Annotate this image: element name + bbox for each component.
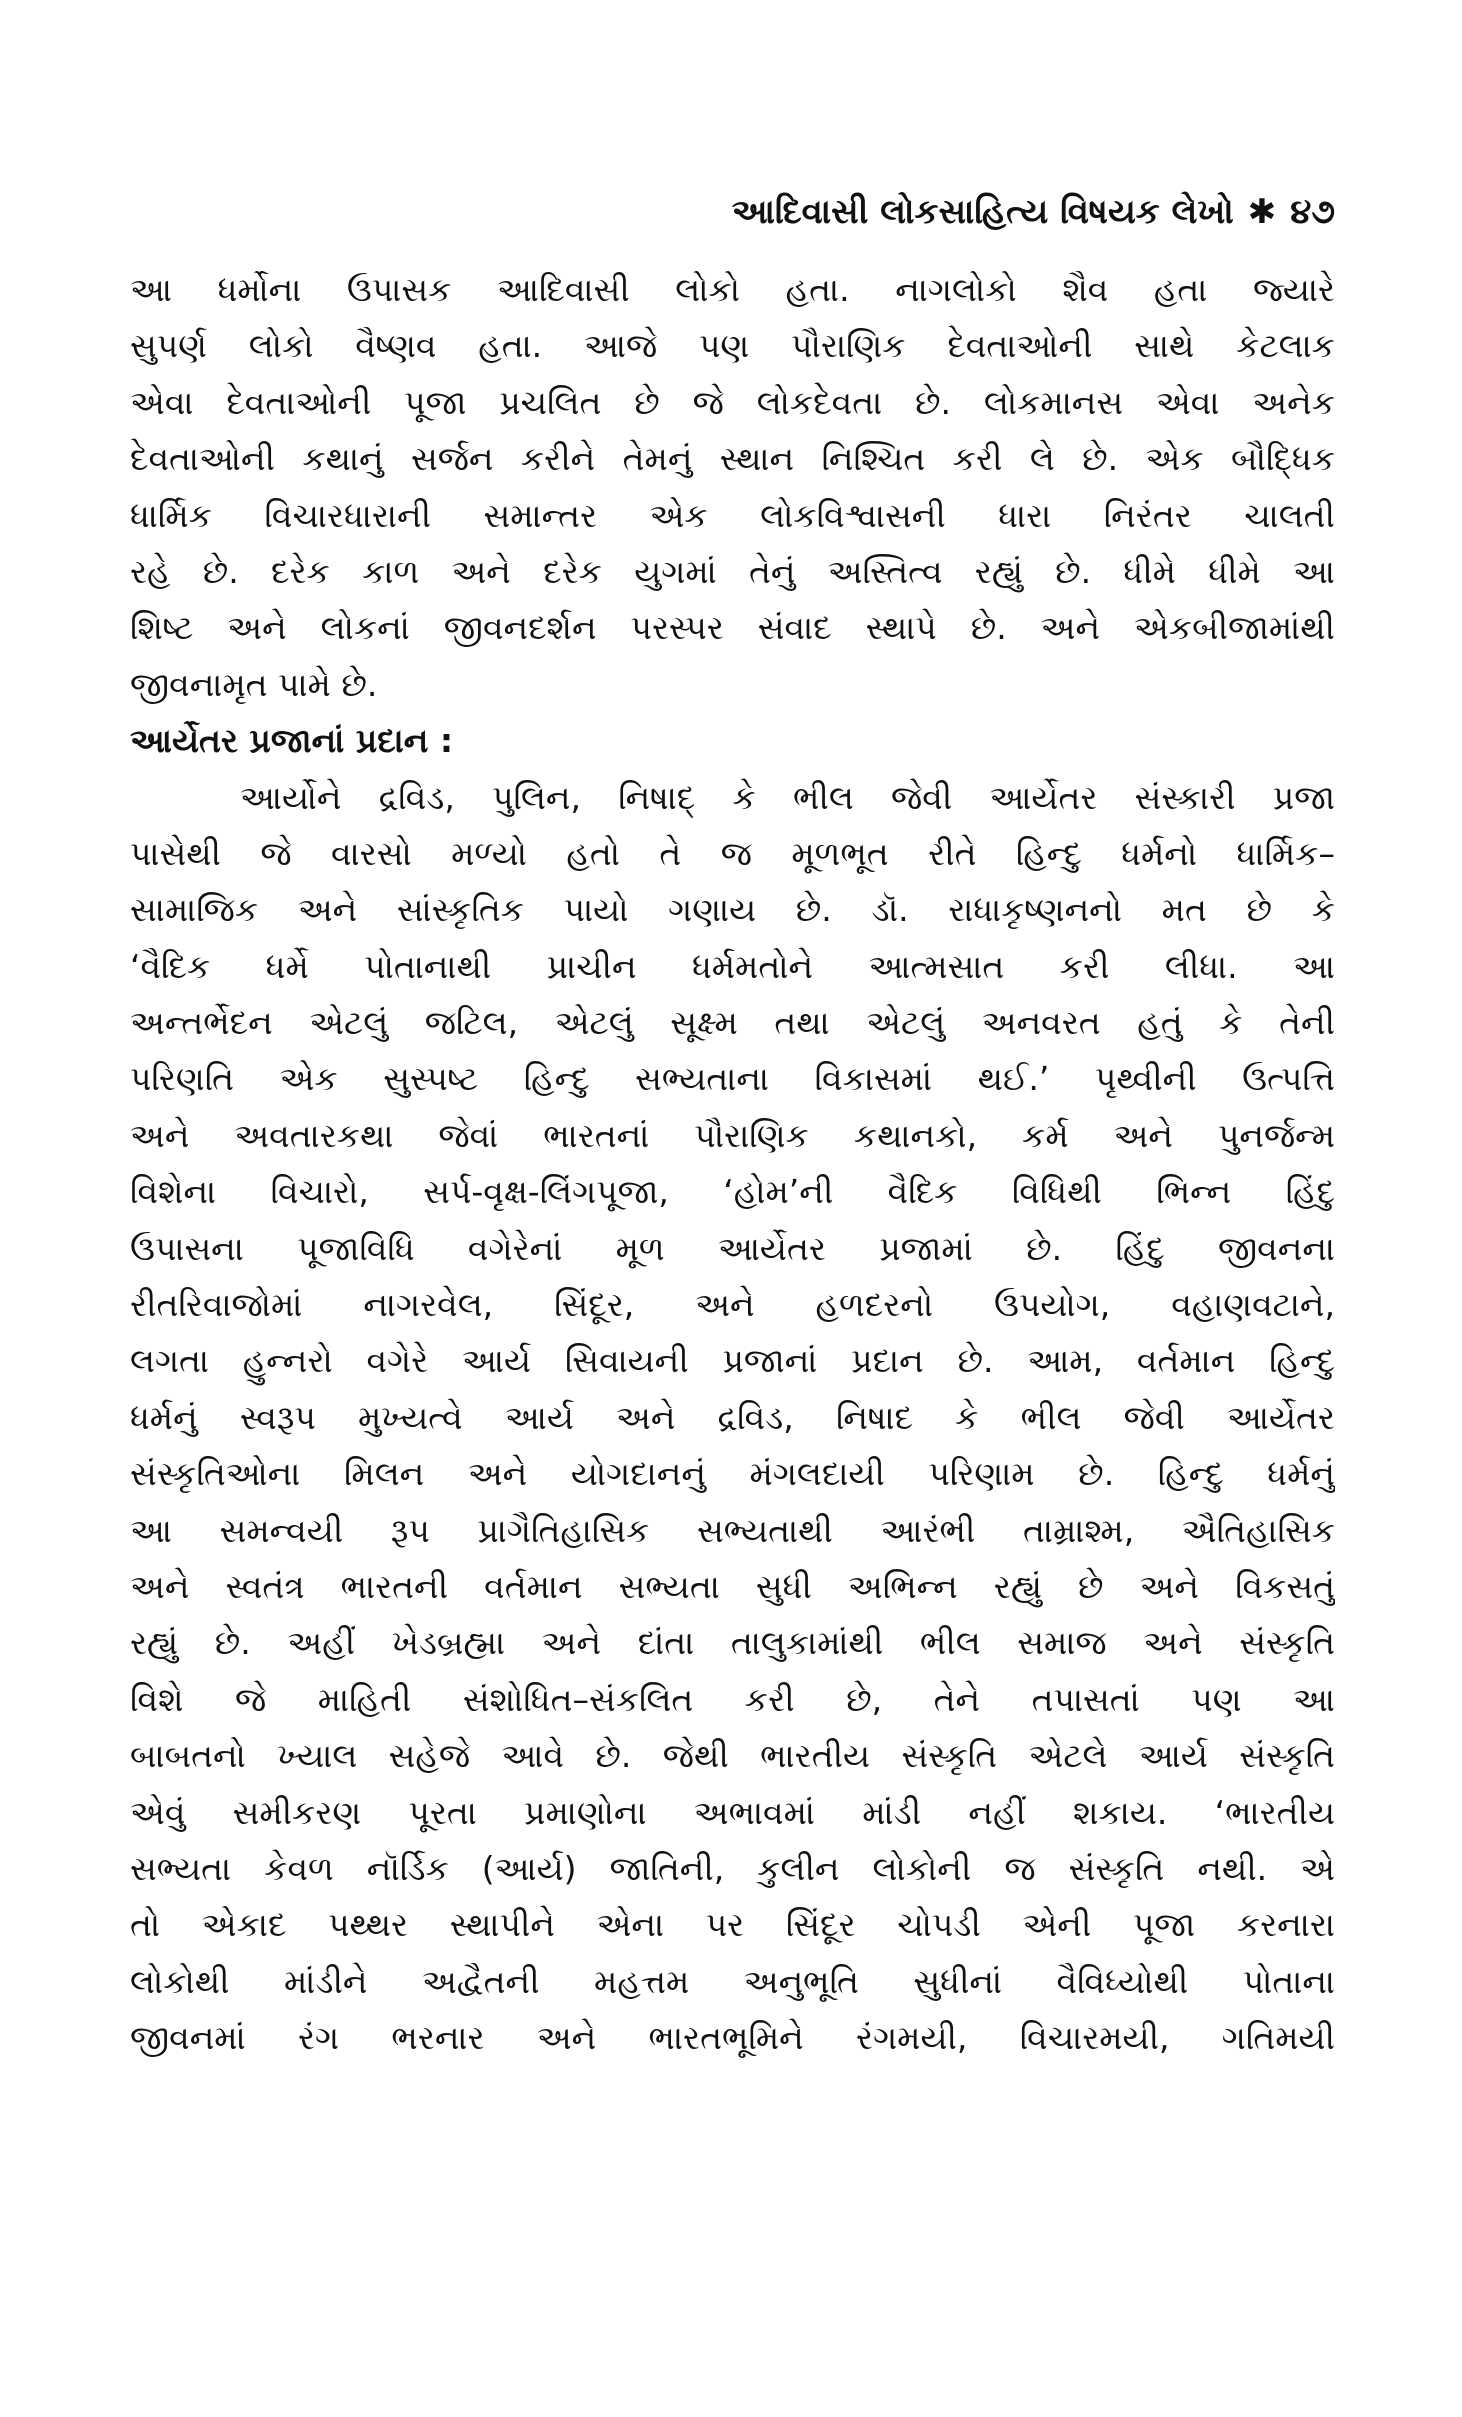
text-line: પાસેથી જે વારસો મળ્યો હતો તે જ મૂળભૂત રીતે હિન્દુ ધર્મનો ધાર્મિક–: [130, 833, 1335, 873]
text-line: ધર્મનું સ્વરૂપ મુખ્યત્વે આર્ય અને દ્રવિડ, નિષાદ કે ભીલ જેવી આર્યેતર: [130, 1397, 1335, 1437]
text-line: અન્તર્ભેદન એટલું જટિલ, એટલું સૂક્ષ્મ તથા એટલું અનવરત હતું કે તેની: [130, 1003, 1335, 1043]
text-line: તો એકાદ પથ્થર સ્થાપીને એના પર સિંદૂર ચોપડી એની પૂજા કરનારા: [130, 1905, 1335, 1945]
text-line: આર્યોને દ્રવિડ, પુલિન, નિષાદ્ કે ભીલ જેવી આર્યેતર સંસ્કારી પ્રજા: [240, 777, 1335, 817]
running-header: [130, 192, 1335, 232]
text-line: એવા દેવતાઓની પૂજા પ્રચલિત છે જે લોકદેવતા છે. લોકમાનસ એવા અનેક: [130, 382, 1335, 422]
body-text: [130, 262, 1335, 2067]
text-line: શિષ્ટ અને લોકનાં જીવનદર્શન પરસ્પર સંવાદ સ્થાપે છે. અને એકબીજામાંથી: [130, 608, 1335, 648]
section-heading: આર્યેતર પ્રજાનાં પ્રદાન :: [130, 721, 454, 761]
text-line: બાબતનો ખ્યાલ સહેજે આવે છે. જેથી ભારતીય સંસ્કૃતિ એટલે આર્ય સંસ્કૃતિ: [130, 1736, 1335, 1776]
text-line: અને અવતારકથા જેવાં ભારતનાં પૌરાણિક કથાનકો, કર્મ અને પુનર્જન્મ: [130, 1115, 1335, 1155]
text-line: એવું સમીકરણ પૂરતા પ્રમાણોના અભાવમાં માંડી નહીં શકાય. ‘ભારતીય: [130, 1792, 1335, 1832]
text-line: આ સમન્વયી રૂપ પ્રાગૈતિહાસિક સભ્યતાથી આરંભી તામ્રાશ્મ, ઐતિહાસિક: [130, 1510, 1335, 1550]
text-line: અને સ્વતંત્ર ભારતની વર્તમાન સભ્યતા સુધી અભિન્ન રહ્યું છે અને વિકસતું: [130, 1566, 1335, 1606]
paragraph-2: [130, 770, 1335, 2067]
text-line: રહ્યું છે. અહીં ખેડબ્રહ્મા અને દાંતા તાલુકામાંથી ભીલ સમાજ અને સંસ્કૃતિ: [130, 1623, 1335, 1663]
text-line: રહે છે. દરેક કાળ અને દરેક યુગમાં તેનું અસ્તિત્વ રહ્યું છે. ધીમે ધીમે આ: [130, 551, 1335, 591]
text-line: આ ધર્મોના ઉપાસક આદિવાસી લોકો હતા. નાગલોકો શૈવ હતા જ્યારે: [130, 270, 1335, 309]
text-line: વિશેના વિચારો, સર્પ-વૃક્ષ-લિંગપૂજા, ‘હોમ’ની વૈદિક વિધિથી ભિન્ન હિંદુ: [130, 1172, 1335, 1212]
text-line: સામાજિક અને સાંસ્કૃતિક પાયો ગણાય છે. ડૉ. રાધાકૃષ્ણનનો મત છે કે: [130, 890, 1335, 930]
asterisk-separator-icon: ✱: [1247, 192, 1277, 232]
text-line: દેવતાઓની કથાનું સર્જન કરીને તેમનું સ્થાન નિશ્ચિત કરી લે છે. એક બૌદ્ધિક: [130, 439, 1335, 479]
text-line: લગતા હુન્નરો વગેરે આર્ય સિવાયની પ્રજાનાં પ્રદાન છે. આમ, વર્તમાન હિન્દુ: [130, 1341, 1335, 1381]
text-line: રીતરિવાજોમાં નાગરવેલ, સિંદૂર, અને હળદરનો ઉપયોગ, વહાણવટાને,: [130, 1285, 1335, 1325]
text-line: સભ્યતા કેવળ નૉર્ડિક (આર્ય) જાતિની, કુલીન લોકોની જ સંસ્કૃતિ નથી. એ: [130, 1848, 1335, 1888]
text-line: સુપર્ણ લોકો વૈષ્ણવ હતા. આજે પણ પૌરાણિક દેવતાઓની સાથે કેટલાક: [130, 326, 1335, 366]
text-line: જીવનામૃત પામે છે.: [130, 664, 378, 704]
text-line: વિશે જે માહિતી સંશોધિત–સંકલિત કરી છે, તેને તપાસતાં પણ આ: [130, 1679, 1335, 1719]
text-line: ધાર્મિક વિચારધારાની સમાન્તર એક લોકવિશ્વાસની ધારા નિરંતર ચાલતી: [130, 495, 1335, 535]
text-line: લોકોથી માંડીને અદ્વૈતની મહત્તમ અનુભૂતિ સુધીનાં વૈવિધ્યોથી પોતાના: [130, 1961, 1335, 2001]
header-title: આદિવાસી લોકસાહિત્ય વિષયક લેખો: [731, 192, 1234, 232]
paragraph-1: [130, 262, 1335, 713]
text-line: ‘વૈદિક ધર્મે પોતાનાથી પ્રાચીન ધર્મમતોને આત્મસાત કરી લીધા. આ: [130, 946, 1335, 986]
text-line: જીવનમાં રંગ ભરનાર અને ભારતભૂમિને રંગમયી, વિચારમયી, ગતિમયી: [130, 2018, 1335, 2058]
text-line: સંસ્કૃતિઓના મિલન અને યોગદાનનું મંગલદાયી પરિણામ છે. હિન્દુ ધર્મનું: [130, 1454, 1335, 1494]
text-line: ઉપાસના પૂજાવિધિ વગેરેનાં મૂળ આર્યેતર પ્રજામાં છે. હિંદુ જીવનના: [130, 1228, 1335, 1268]
page-number: ૪૭: [1290, 192, 1335, 232]
text-line: પરિણતિ એક સુસ્પષ્ટ હિન્દુ સભ્યતાના વિકાસમાં થઈ.’ પૃથ્વીની ઉત્પત્તિ: [130, 1059, 1335, 1099]
